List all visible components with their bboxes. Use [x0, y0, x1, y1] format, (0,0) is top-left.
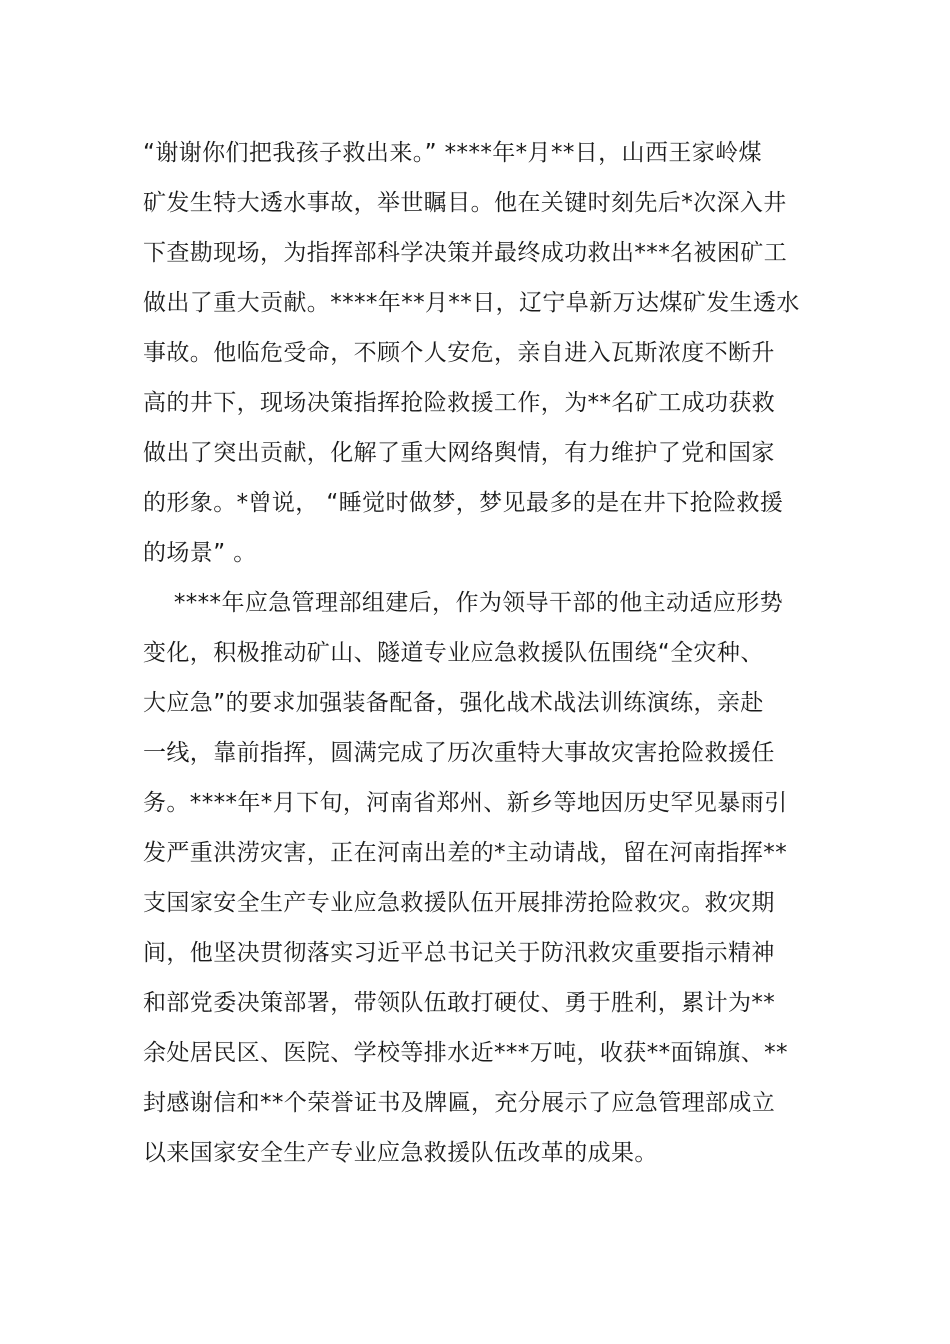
text-line: “谢谢你们把我孩子救出来。” ****年*月**日，山西王家岭煤: [143, 140, 762, 166]
text-line: 大应急”的要求加强装备配备，强化战术战法训练演练，亲赴: [143, 690, 764, 716]
text-line: 变化，积极推动矿山、隧道专业应急救援队伍围绕“全灾种、: [143, 640, 764, 666]
text-line: 做出了重大贡献。****年**月**日，辽宁阜新万达煤矿发生透水: [143, 290, 800, 316]
text-line: 高的井下，现场决策指挥抢险救援工作，为**名矿工成功获救: [143, 390, 776, 416]
text-line: 余处居民区、医院、学校等排水近***万吨，收获**面锦旗、**: [143, 1040, 788, 1066]
text-line: 封感谢信和**个荣誉证书及牌匾，充分展示了应急管理部成立: [143, 1090, 776, 1116]
text-line: 的形象。*曾说， “睡觉时做梦，梦见最多的是在井下抢险救援: [143, 490, 784, 516]
text-line: 和部党委决策部署，带领队伍敢打硬仗、勇于胜利，累计为**: [143, 990, 776, 1016]
text-line: 做出了突出贡献，化解了重大网络舆情，有力维护了党和国家: [143, 440, 775, 466]
text-line: 矿发生特大透水事故，举世瞩目。他在关键时刻先后*次深入井: [143, 190, 787, 216]
text-line: 的场景” 。: [143, 540, 257, 566]
text-line: 以来国家安全生产专业应急救援队伍改革的成果。: [143, 1140, 658, 1166]
text-line: 发严重洪涝灾害，正在河南出差的*主动请战，留在河南指挥**: [143, 840, 788, 866]
text-line: 事故。他临危受命，不顾个人安危，亲自进入瓦斯浓度不断升: [143, 340, 775, 366]
text-line: 一线，靠前指挥，圆满完成了历次重特大事故灾害抢险救援任: [143, 740, 775, 766]
text-line: 务。****年*月下旬，河南省郑州、新乡等地因历史罕见暴雨引: [143, 790, 788, 816]
text-line: 下查勘现场，为指挥部科学决策并最终成功救出***名被困矿工: [143, 240, 788, 266]
text-line: 支国家安全生产专业应急救援队伍开展排涝抢险救灾。救灾期: [143, 890, 775, 916]
text-line: ****年应急管理部组建后，作为领导干部的他主动适应形势: [143, 590, 784, 616]
body-text: [143, 128, 808, 1178]
text-line: 间，他坚决贯彻落实习近平总书记关于防汛救灾重要指示精神: [143, 940, 775, 966]
